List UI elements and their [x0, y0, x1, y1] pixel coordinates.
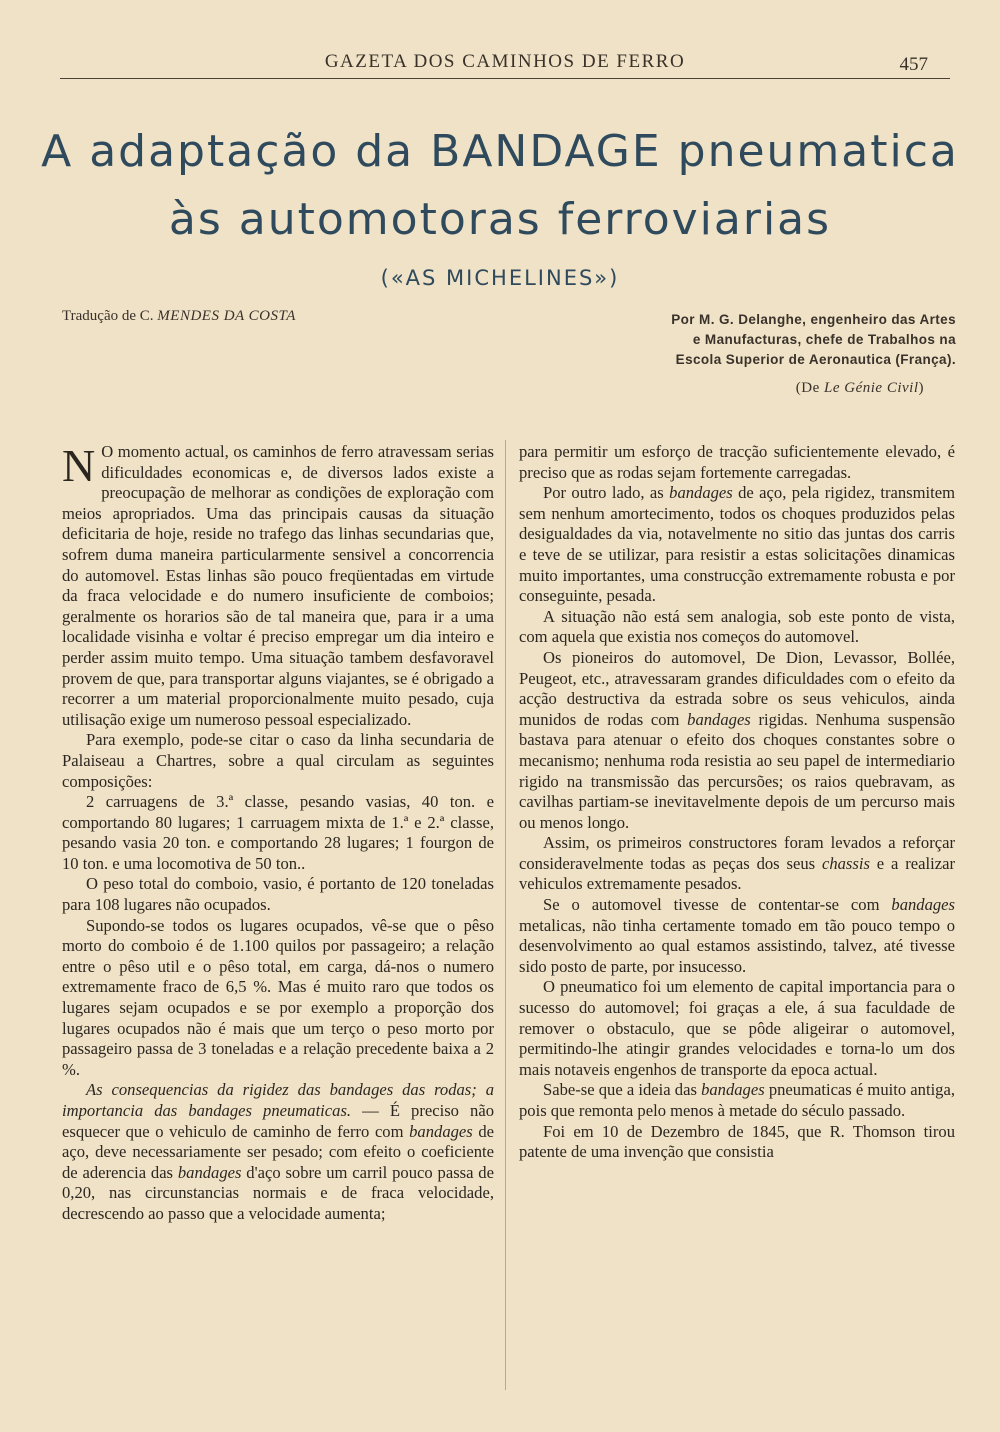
source-suffix: ): [918, 380, 924, 396]
drop-cap: N: [62, 440, 96, 491]
byline-line-3: Escola Superior de Aeronautica (França).: [675, 352, 956, 367]
paragraph: O pneumatico foi um elemento de capital importancia para o sucesso do automovel; foi graças a ele, á sua faculdade de remover o obstaculo, que se pôde aligeirar o automovel, permitindo-lhe atingir grandes velocidades e torna-lo um dos mais notaveis engenhos de transporte da epoca actual.: [519, 977, 955, 1079]
running-head: [60, 48, 950, 79]
paragraph-text: pneumaticas é muito antiga, pois que remonta pelo menos à metade do século passado.: [519, 1080, 955, 1120]
paragraph: O peso total do comboio, vasio, é portanto de 120 toneladas para 108 lugares não ocupados.: [62, 874, 494, 915]
paragraph-text: de aço, deve necessariamente ser pesado; com efeito o coeficiente de aderencia das: [62, 1121, 494, 1182]
source-prefix: (De: [795, 380, 820, 396]
paragraph: Supondo-se todos os lugares ocupados, vê-se que o pêso morto do comboio é de 1.100 quilos por passageiro; a relação entre o pêso util e o pêso total, em carga, dá-nos o numero extremamente fraco de 6,5 %. Mas é muito raro que todos os lugares sejam ocupados e se por exemplo a proporção dos lugares ocupados não é mais que um terço o peso morto por passageiro passa de 3 toneladas e a relação precedente baixa a 2 %.: [62, 915, 494, 1079]
emphasis: bandages: [687, 709, 751, 729]
article-title: [40, 118, 960, 254]
emphasis: bandages: [891, 895, 955, 915]
emphasis: bandages: [669, 483, 733, 503]
paragraph-text: É preciso não esquecer que o vehiculo de caminho de ferro com: [62, 1101, 495, 1141]
source-credit: [796, 380, 924, 397]
paragraph-text: metalicas, não tinha certamente tomado em tão pouco tempo o desenvolvimento ao qual estamos assistindo, talvez, até tivesse sido posto de parte, por insucesso.: [519, 915, 955, 976]
left-column: [62, 442, 494, 1225]
paragraph: Foi em 10 de Dezembro de 1845, que R. Thomson tirou patente de uma invenção que consistia: [519, 1121, 955, 1162]
emphasis: bandages: [177, 1162, 242, 1182]
title-line-1: A adaptação da BANDAGE pneumatica: [41, 126, 959, 177]
paragraph: Para exemplo, pode-se citar o caso da linha secundaria de Palaiseau a Chartres, sobre a qual circulam as seguintes composições:: [62, 730, 494, 791]
paragraph: 2 carruagens de 3.ª classe, pesando vasias, 40 ton. e comportando 80 lugares; 1 carruagem mixta de 1.ª e 2.ª classe, pesando vasia 20 ton. e comportando 28 lugares; 1 fourgon de 10 ton. e uma locomotiva de 50 ton..: [62, 792, 494, 873]
paragraph-text: Os pioneiros do automovel, De Dion, Levassor, Bollée, Peugeot, etc., atravessaram grandes dificuldades com o efeito da acção destructiva da estrada sobre os seus vehiculos, ainda munidos de rodas com: [519, 647, 955, 729]
article-subtitle: («AS MICHELINES»): [380, 266, 620, 290]
column-divider: [505, 440, 506, 1390]
paragraph-text: de aço, pela rigidez, transmitem sem nenhum amortecimento, todos os choques produzidos pelas desigualdades da via, notavelmente no sitio das juntas dos carris e teve de se utilizar, para resistir a estas solicitações dinamicas muito importantes, uma construcção extremamente robusta e por conseguinte, pesada.: [519, 483, 955, 606]
paragraph-text: O momento actual, os caminhos de ferro atravessam serias dificuldades economicas e, de diversos lados existe a preocupação de melhorar as condições de exploração com meios apropriados. Uma das principais causas da situação deficitaria de hoje, reside no trafego das linhas secundarias que, sofrem duma maneira particularmente sensivel a concorrencia do automovel. Estas linhas são pouco freqüentadas em virtude da fraca velocidade e do numero insuficiente de comboios; geralmente os horarios são de tal maneira que, para ir a uma localidade visinha e voltar é preciso empregar um dia inteiro e perder assim muito tempo. Uma situação tambem desfavoravel provem de que, para transportar alguns viajantes, se é obrigado a recorrer a um material proporcionalmente muito pesado, cuja utilisação exige um numeroso pessoal especializado.: [62, 442, 494, 729]
translation-prefix: Tradução de C.: [62, 308, 154, 324]
byline-line-2: e Manufacturas, chefe de Trabalhos na: [692, 332, 956, 347]
emphasis: bandages: [701, 1080, 765, 1100]
paragraph: [519, 483, 955, 607]
section-heading: As consequencias da rigidez das bandages das rodas; a importancia das bandages pneumaticas.: [62, 1080, 494, 1120]
author-byline: [596, 310, 956, 370]
paragraph: [62, 1080, 494, 1224]
paragraph-text: Assim, os primeiros constructores foram levados a reforçar consideravelmente todas as peças dos seus: [519, 833, 955, 873]
paragraph-text: e a realizar vehiculos extremamente pesados.: [519, 853, 955, 894]
emphasis: bandages: [409, 1121, 473, 1141]
paragraph-text: rigidas. Nenhuma suspensão bastava para atenuar o efeito dos choques constantes sobre o mecanismo; nenhuma roda resistia ao seu papel de intermediario rigido na transmissão das percursões; os raios quebravam, as cavilhas partiam-se inevitavelmente depois de um percurso mais ou menos longo.: [519, 709, 955, 832]
paragraph: para permitir um esforço de tracção suficientemente elevado, é preciso que as rodas sejam fortemente carregadas.: [519, 442, 955, 482]
title-line-2: às automotoras ferroviarias: [168, 194, 832, 245]
byline-line-1: Por M. G. Delanghe, engenheiro das Artes: [671, 312, 956, 327]
paragraph: [519, 1080, 955, 1121]
translator-name: MENDES DA COSTA: [157, 308, 296, 324]
paragraph: [62, 442, 494, 730]
paragraph: [519, 833, 955, 895]
source-title: Le Génie Civil: [824, 380, 919, 396]
page-number: 457: [899, 54, 928, 75]
paragraph-text: Sabe-se que a ideia das: [543, 1080, 702, 1100]
right-column: [519, 442, 955, 1163]
heading-dash: —: [351, 1101, 390, 1120]
paragraph-text: Se o automovel tivesse de contentar-se com: [543, 895, 892, 915]
paragraph: [519, 895, 955, 977]
paragraph-text: Por outro lado, as: [543, 483, 670, 503]
paragraph: [519, 648, 955, 833]
emphasis: chassis: [821, 853, 870, 873]
journal-name: GAZETA DOS CAMINHOS DE FERRO: [324, 51, 686, 72]
translation-credit: [62, 308, 296, 325]
paragraph: A situação não está sem analogia, sob este ponto de vista, com aquela que existia nos começos do automovel.: [519, 606, 955, 647]
paragraph-text: d'aço sobre um carril pouco passa de 0,20, nas circunstancias normais e de fraca velocidade, decrescendo ao passo que a velocidade aumenta;: [62, 1162, 494, 1223]
